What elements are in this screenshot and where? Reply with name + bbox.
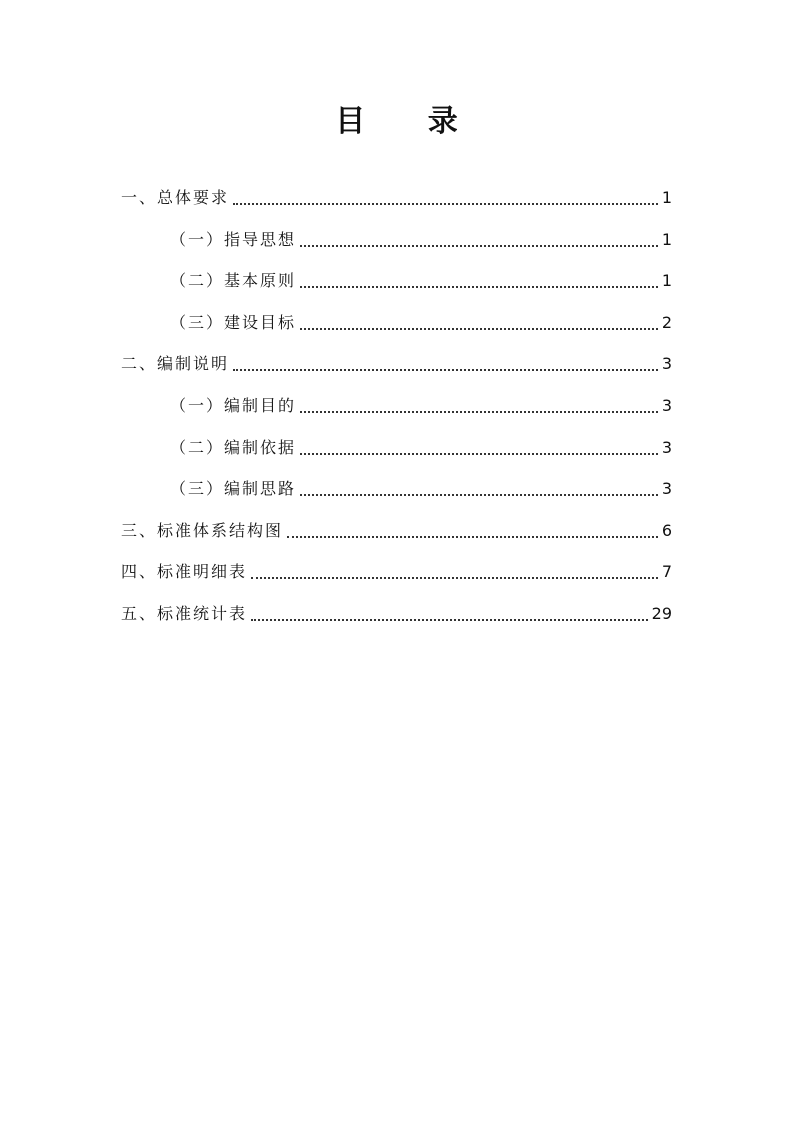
toc-entry-compilation-approach[interactable] <box>170 477 672 501</box>
toc-entry-compilation-purpose[interactable] <box>170 394 672 418</box>
toc-page-number: 29 <box>651 604 672 623</box>
toc-page-number: 6 <box>661 521 672 540</box>
toc-dot-leader <box>300 244 658 247</box>
toc-entry-label: （二）基本原则 <box>170 271 297 290</box>
toc-entry-guiding-ideology[interactable] <box>170 228 672 252</box>
toc-entry-structure-diagram[interactable] <box>121 519 672 543</box>
toc-page-number: 3 <box>661 396 672 415</box>
toc-dot-leader <box>233 202 658 205</box>
toc-entry-general-requirements[interactable] <box>121 186 672 210</box>
toc-dot-leader <box>251 576 658 579</box>
toc-dot-leader <box>300 285 658 288</box>
toc-entry-label: 二、编制说明 <box>121 354 230 373</box>
toc-page-number: 3 <box>661 354 672 373</box>
toc-entry-label: 三、标准体系结构图 <box>121 521 284 540</box>
toc-page-number: 3 <box>661 438 672 457</box>
toc-entry-label: 四、标准明细表 <box>121 562 248 581</box>
toc-entry-construction-goals[interactable] <box>170 311 672 335</box>
toc-entry-label: （一）指导思想 <box>170 230 297 249</box>
toc-page-number: 3 <box>661 479 672 498</box>
toc-entry-basic-principles[interactable] <box>170 269 672 293</box>
toc-dot-leader <box>287 535 658 538</box>
page-title: 目 录 <box>335 104 484 139</box>
toc-page-number: 2 <box>661 313 672 332</box>
toc-dot-leader <box>300 493 658 496</box>
toc-entry-label: （三）建设目标 <box>170 313 297 332</box>
toc-page-number: 7 <box>661 562 672 581</box>
toc-entry-label: （二）编制依据 <box>170 438 297 457</box>
toc-entry-label: （三）编制思路 <box>170 479 297 498</box>
toc-page-number: 1 <box>661 188 672 207</box>
toc-entry-standards-statistics[interactable] <box>121 602 672 626</box>
toc-dot-leader <box>300 452 658 455</box>
toc-page-number: 1 <box>661 271 672 290</box>
toc-dot-leader <box>233 368 658 371</box>
toc-entry-compilation-basis[interactable] <box>170 436 672 460</box>
toc-entry-label: 一、总体要求 <box>121 188 230 207</box>
toc-entry-label: 五、标准统计表 <box>121 604 248 623</box>
toc-entry-compilation-notes[interactable] <box>121 352 672 376</box>
toc-dot-leader <box>300 327 658 330</box>
toc-page-number: 1 <box>661 230 672 249</box>
toc-dot-leader <box>251 618 648 621</box>
toc-entry-label: （一）编制目的 <box>170 396 297 415</box>
toc-dot-leader <box>300 410 658 413</box>
toc-entry-standards-list[interactable] <box>121 560 672 584</box>
